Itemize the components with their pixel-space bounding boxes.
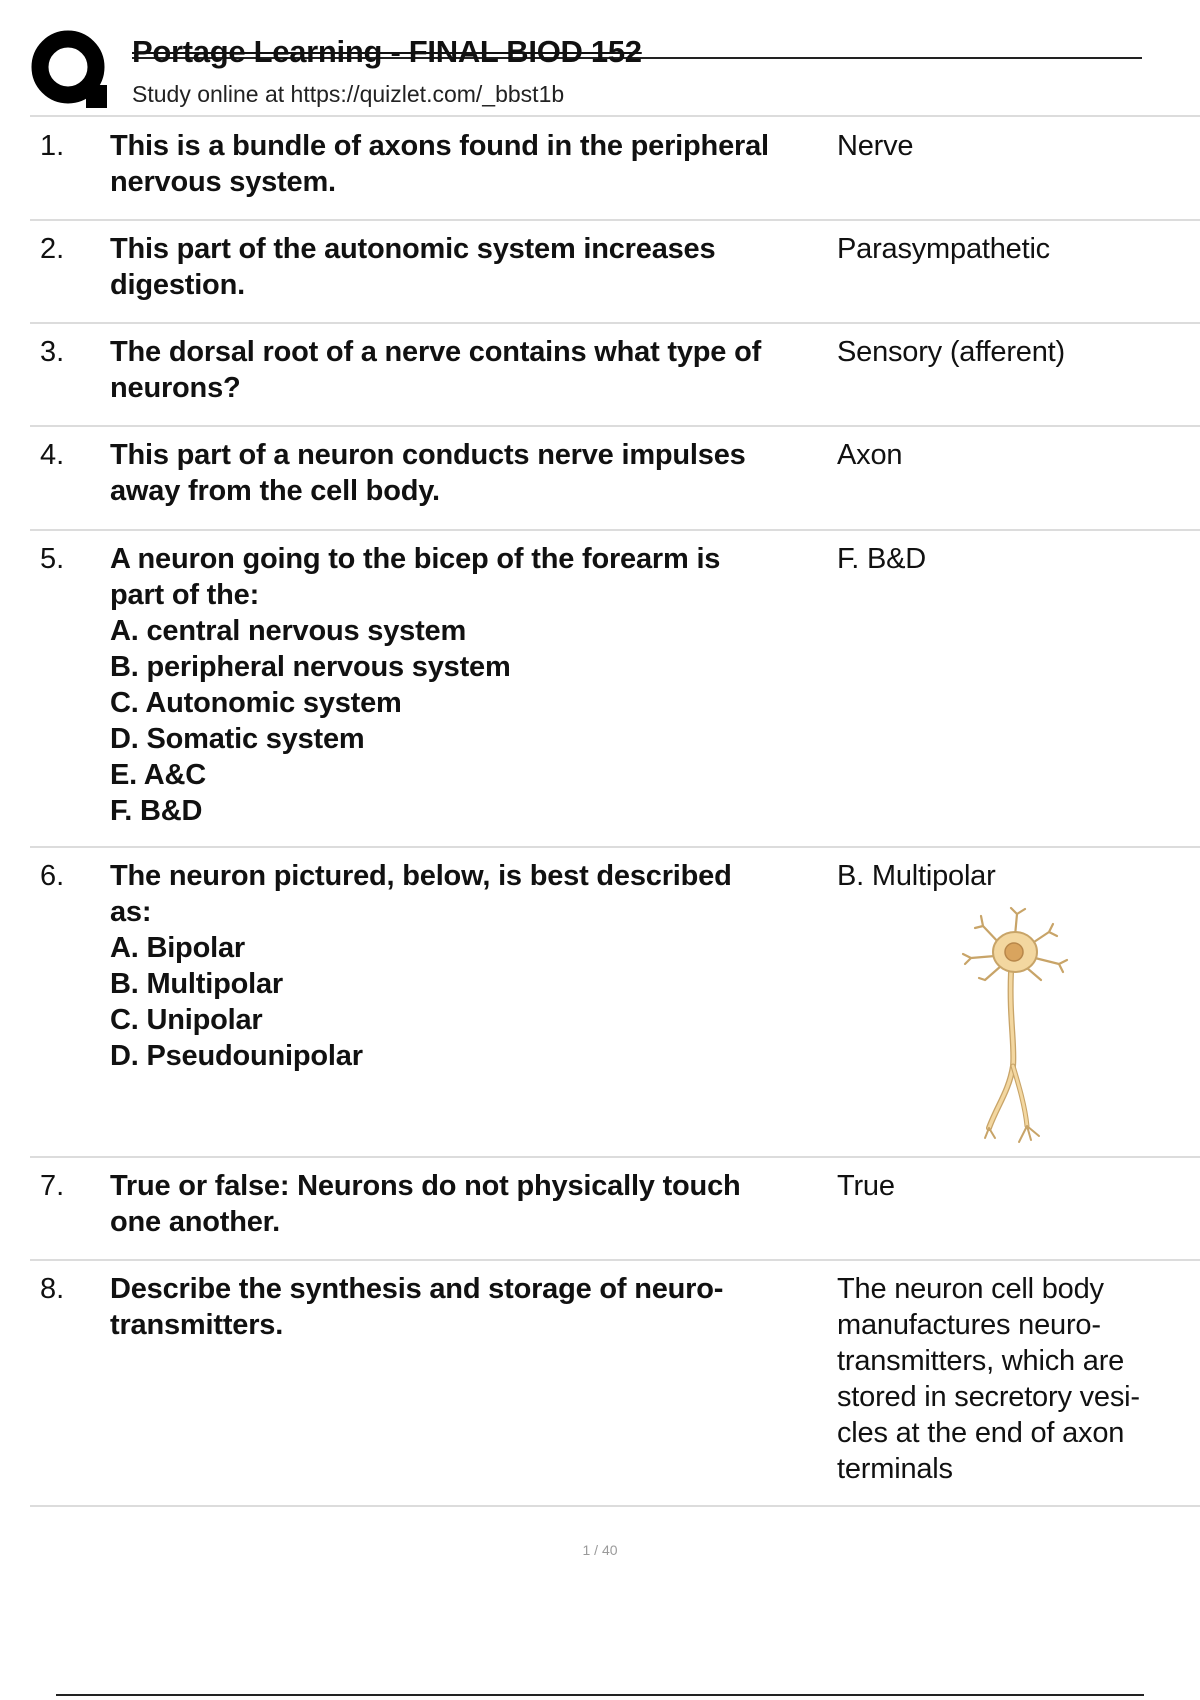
- page-number: 1 / 40: [582, 1542, 618, 1558]
- multipolar-neuron-image: [945, 906, 1095, 1151]
- flashcard-row: [30, 221, 1200, 324]
- card-term: This part of a neuron conducts nerve impulses away from the cell body.: [110, 439, 746, 507]
- flashcard-list: [30, 118, 1200, 1507]
- card-number: 6.: [40, 860, 65, 892]
- card-number: 3.: [40, 336, 65, 368]
- card-term: A neuron going to the bicep of the forearm is part of the: A. central nervous system B. peripheral nervous system C. Autonomic system D. Somatic system E. A&C F. B&D: [110, 543, 721, 827]
- card-number: 4.: [40, 439, 65, 471]
- card-definition: True: [837, 1170, 895, 1202]
- flashcard-row: [30, 531, 1200, 848]
- card-definition: Axon: [837, 439, 903, 471]
- card-number: 7.: [40, 1170, 65, 1202]
- card-definition: Sensory (afferent): [837, 336, 1065, 368]
- card-term: This is a bundle of axons found in the peripheral nervous system.: [110, 130, 769, 198]
- bottom-rule: [56, 1694, 1144, 1696]
- card-term: This part of the autonomic system increases digestion.: [110, 233, 716, 301]
- card-definition: F. B&D: [837, 543, 927, 575]
- page-header: [0, 0, 1200, 118]
- quizlet-logo-icon: [30, 30, 112, 112]
- card-term: The dorsal root of a nerve contains what type of neurons?: [110, 336, 762, 404]
- flashcard-row: [30, 1261, 1200, 1507]
- card-term: Describe the synthesis and storage of neuro- transmitters.: [110, 1273, 724, 1341]
- card-number: 5.: [40, 543, 65, 575]
- card-term: True or false: Neurons do not physically touch one another.: [110, 1170, 741, 1238]
- card-definition: Nerve: [837, 130, 914, 162]
- card-definition: The neuron cell body manufactures neuro- transmitters, which are stored in secretory vesi- cles at the end of axon terminals: [837, 1273, 1140, 1485]
- header-divider: [30, 115, 1200, 117]
- page-title: Portage Learning - FINAL BIOD 152: [132, 34, 642, 69]
- card-number: 8.: [40, 1273, 65, 1305]
- card-number: 1.: [40, 130, 65, 162]
- card-number: 2.: [40, 233, 65, 265]
- card-term: The neuron pictured, below, is best described as: A. Bipolar B. Multipolar C. Unipolar D. Pseudounipolar: [110, 860, 732, 1072]
- flashcard-row: [30, 118, 1200, 221]
- page-subtitle: Study online at https://quizlet.com/_bbst1b: [132, 81, 565, 107]
- flashcard-row: [30, 427, 1200, 531]
- card-definition: Parasympathetic: [837, 233, 1050, 265]
- flashcard-row: [30, 848, 1200, 1158]
- flashcard-row: [30, 324, 1200, 427]
- card-definition: B. Multipolar: [837, 860, 996, 892]
- flashcard-row: [30, 1158, 1200, 1261]
